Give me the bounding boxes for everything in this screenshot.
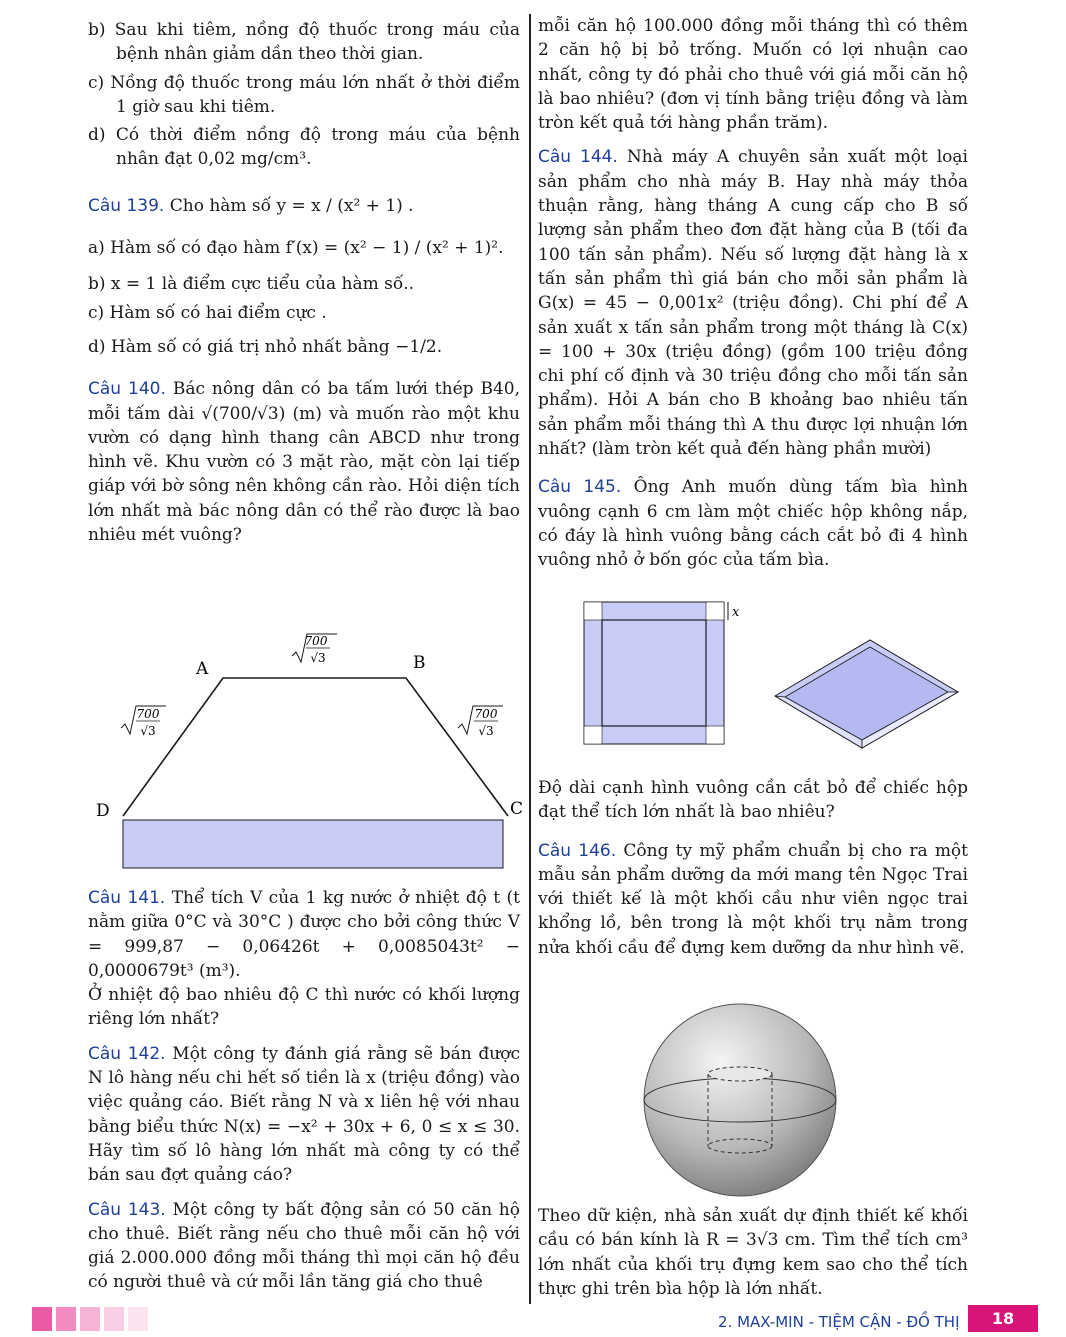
q146 — [538, 839, 968, 960]
footer-square-4 — [104, 1307, 124, 1331]
sphere — [644, 1004, 836, 1196]
left-side-label — [121, 706, 166, 738]
top-side-num: 700 — [304, 634, 328, 648]
vertex-b-label: B — [413, 653, 426, 673]
cardboard-sheet — [584, 602, 724, 744]
sphere-svg — [640, 1000, 840, 1200]
q141-heading: Câu 141. — [88, 888, 166, 908]
corner-cut-tl — [584, 602, 602, 620]
q144 — [538, 145, 968, 461]
left-column — [88, 14, 520, 547]
q139-option-d: d) Hàm số có giá trị nhỏ nhất bằng −1/2. — [88, 336, 443, 357]
q143-heading: Câu 143. — [88, 1199, 166, 1220]
q142-heading: Câu 142. — [88, 1043, 166, 1064]
q141 — [88, 886, 520, 983]
q138-option-d: d) Có thời điểm nồng độ trong máu của bệnh nhân đạt 0,02 mg/cm³. — [88, 125, 520, 170]
top-side-label — [292, 634, 337, 665]
q140 — [88, 377, 520, 547]
vertex-a-label: A — [196, 659, 209, 679]
q146-text: Công ty mỹ phẩm chuẩn bị cho ra một mẫu sản phẩm dưỡng da mới mang tên Ngọc Trai với thiết kế là một khối cầu như viên ngọc trai khổng lồ, bên trong là một khối trụ nằm trong nửa khối cầu để đựng kem dưỡng da như hình vẽ. — [538, 840, 969, 958]
trapezoid-figure — [88, 610, 524, 880]
chapter-title: 2. MAX-MIN - TIỆM CẬN - ĐỒ THỊ — [718, 1313, 960, 1331]
q140-heading: Câu 140. — [88, 379, 166, 400]
q145-heading: Câu 145. — [538, 477, 622, 498]
trapezoid-svg — [88, 610, 524, 880]
x-label: x — [732, 605, 740, 620]
q139-text: Cho hàm số y = x / (x² + 1) . — [169, 195, 414, 216]
q138-option-c: c) Nồng độ thuốc trong máu lớn nhất ở thời điểm 1 giờ sau khi tiêm. — [88, 72, 520, 117]
q139-option-b: b) x = 1 là điểm cực tiểu của hàm số.. — [88, 274, 415, 295]
q141-text: Thể tích V của 1 kg nước ở nhiệt độ t (t nằm giữa 0°C và 30°C ) được cho bởi công thức V = 999,87 − 0,06426t + 0,0085043t² − 0,0000679t³ (m³). — [88, 888, 520, 981]
left-side-num: 700 — [136, 707, 160, 721]
q146-heading: Câu 146. — [538, 840, 617, 861]
left-side-den: √3 — [140, 724, 156, 738]
q143-continued: mỗi căn hộ 100.000 đồng mỗi tháng thì có thêm 2 căn hộ bị bỏ trống. Muốn có lợi nhuận cao nhất, công ty đó phải cho thuê với giá mỗi căn hộ là bao nhiêu? (đơn vị tính bằng triệu đồng và làm tròn kết quả tới hàng phần trăm). — [538, 16, 968, 134]
trapezoid-fence — [123, 678, 508, 816]
q142-text: Một công ty đánh giá rằng sẽ bán được N lô hàng nếu chi hết số tiền là x (triệu đồng) vào việc quảng cáo. Biết rằng N và x liên hệ với nhau bằng biểu thức N(x) = −x² + 30x + 6, 0 ≤ x ≤ 30. Hãy tìm số lô hàng lớn nhất mà công ty có thể bán sau đợt quảng cáo? — [88, 1043, 520, 1186]
right-side-den: √3 — [478, 724, 494, 738]
top-side-den: √3 — [310, 651, 326, 665]
q143 — [88, 1198, 520, 1295]
folded-box — [775, 640, 958, 748]
right-side-num: 700 — [474, 707, 498, 721]
q141-question: Ở nhiệt độ bao nhiêu độ C thì nước có khối lượng riêng lớn nhất? — [88, 985, 520, 1030]
q144-text: Nhà máy A chuyên sản xuất một loại sản phẩm cho nhà máy B. Hay nhà máy thỏa thuận rằng, hàng tháng A cung cấp cho B số lượng sản phẩm theo đơn đặt hàng của B (tối đa 100 tấn sản phẩm). Nếu số lượng đặt hàng là x tấn sản phẩm thì giá bán cho mỗi sản phẩm là G(x) = 45 − 0,001x² (triệu đồng). Chi phí để A sản xuất x tấn sản phẩm trong một tháng là C(x) = 100 + 30x (triệu đồng) (gồm 100 triệu đồng chi phí cố định và 30 triệu đồng cho mỗi tấn sản phẩm). Hỏi A bán cho B khoảng bao nhiêu tấn sản phẩm mỗi tháng thì A thu được lợi nhuận lớn nhất? (làm tròn kết quả đến hàng phần mười) — [538, 147, 968, 460]
corner-cut-bl — [584, 726, 602, 744]
page-number: 18 — [968, 1305, 1038, 1332]
vertex-c-label: C — [510, 799, 524, 819]
box-figure — [580, 600, 970, 750]
right-column — [538, 14, 968, 573]
left-column-lower — [88, 886, 520, 1295]
q139-option-a: a) Hàm số có đạo hàm f′(x) = (x² − 1) / (x² + 1)². — [88, 238, 504, 259]
q146-question: Theo dữ kiện, nhà sản xuất dự định thiết kế khối cầu có bán kính là R = 3√3 cm. Tìm thể tích cm³ lớn nhất của khối trụ đựng kem sao cho thể tích thực ghi trên bìa hộp là lớn nhất. — [538, 1206, 968, 1299]
q139-option-c: c) Hàm số có hai điểm cực . — [88, 302, 327, 323]
footer-square-3 — [80, 1307, 100, 1331]
right-side-label — [458, 706, 503, 738]
footer-square-1 — [32, 1307, 52, 1331]
q142 — [88, 1042, 520, 1188]
corner-cut-br — [706, 726, 724, 744]
cylinder-top — [708, 1067, 772, 1081]
q143-text: Một công ty bất động sản có 50 căn hộ cho thuê. Biết rằng nếu cho thuê mỗi căn hộ với giá 2.000.000 đồng mỗi tháng thì mọi căn hộ đều có người thuê và cứ mỗi lần tăng giá cho thuê — [88, 1199, 520, 1293]
river-bank — [123, 820, 503, 868]
q144-heading: Câu 144. — [538, 147, 618, 168]
q145-text: Ông Anh muốn dùng tấm bìa hình vuông cạnh 6 cm làm một chiếc hộp không nắp, có đáy là hình vuông bằng cách cắt bỏ đi 4 hình vuông nhỏ ở bốn góc của tấm bìa. — [538, 477, 968, 571]
q139 — [88, 194, 520, 218]
box-svg — [580, 600, 970, 750]
corner-cut-tr — [706, 602, 724, 620]
q140-text: Bác nông dân có ba tấm lưới thép B40, mỗi tấm dài √(700/√3) (m) và muốn rào một khu vườn có dạng hình thang cân ABCD như trong hình vẽ. Khu vườn có 3 mặt rào, mặt còn lại tiếp giáp với bờ sông nên không cần rào. Hỏi diện tích lớn nhất mà bác nông dân có thể rào được là bao nhiêu mét vuông? — [88, 379, 521, 546]
sphere-figure — [640, 1000, 840, 1200]
column-divider — [529, 14, 531, 1304]
footer-square-5 — [128, 1307, 148, 1331]
right-column-middle — [538, 776, 968, 960]
q138-option-b: b) Sau khi tiêm, nồng độ thuốc trong máu của bệnh nhân giảm dần theo thời gian. — [88, 20, 520, 65]
right-column-lower — [538, 1204, 968, 1301]
q145 — [538, 475, 968, 572]
q139-heading: Câu 139. — [88, 195, 165, 216]
q145-question: Độ dài cạnh hình vuông cần cắt bỏ để chiếc hộp đạt thể tích lớn nhất là bao nhiêu? — [538, 778, 968, 823]
footer-square-2 — [56, 1307, 76, 1331]
vertex-d-label: D — [96, 801, 110, 821]
